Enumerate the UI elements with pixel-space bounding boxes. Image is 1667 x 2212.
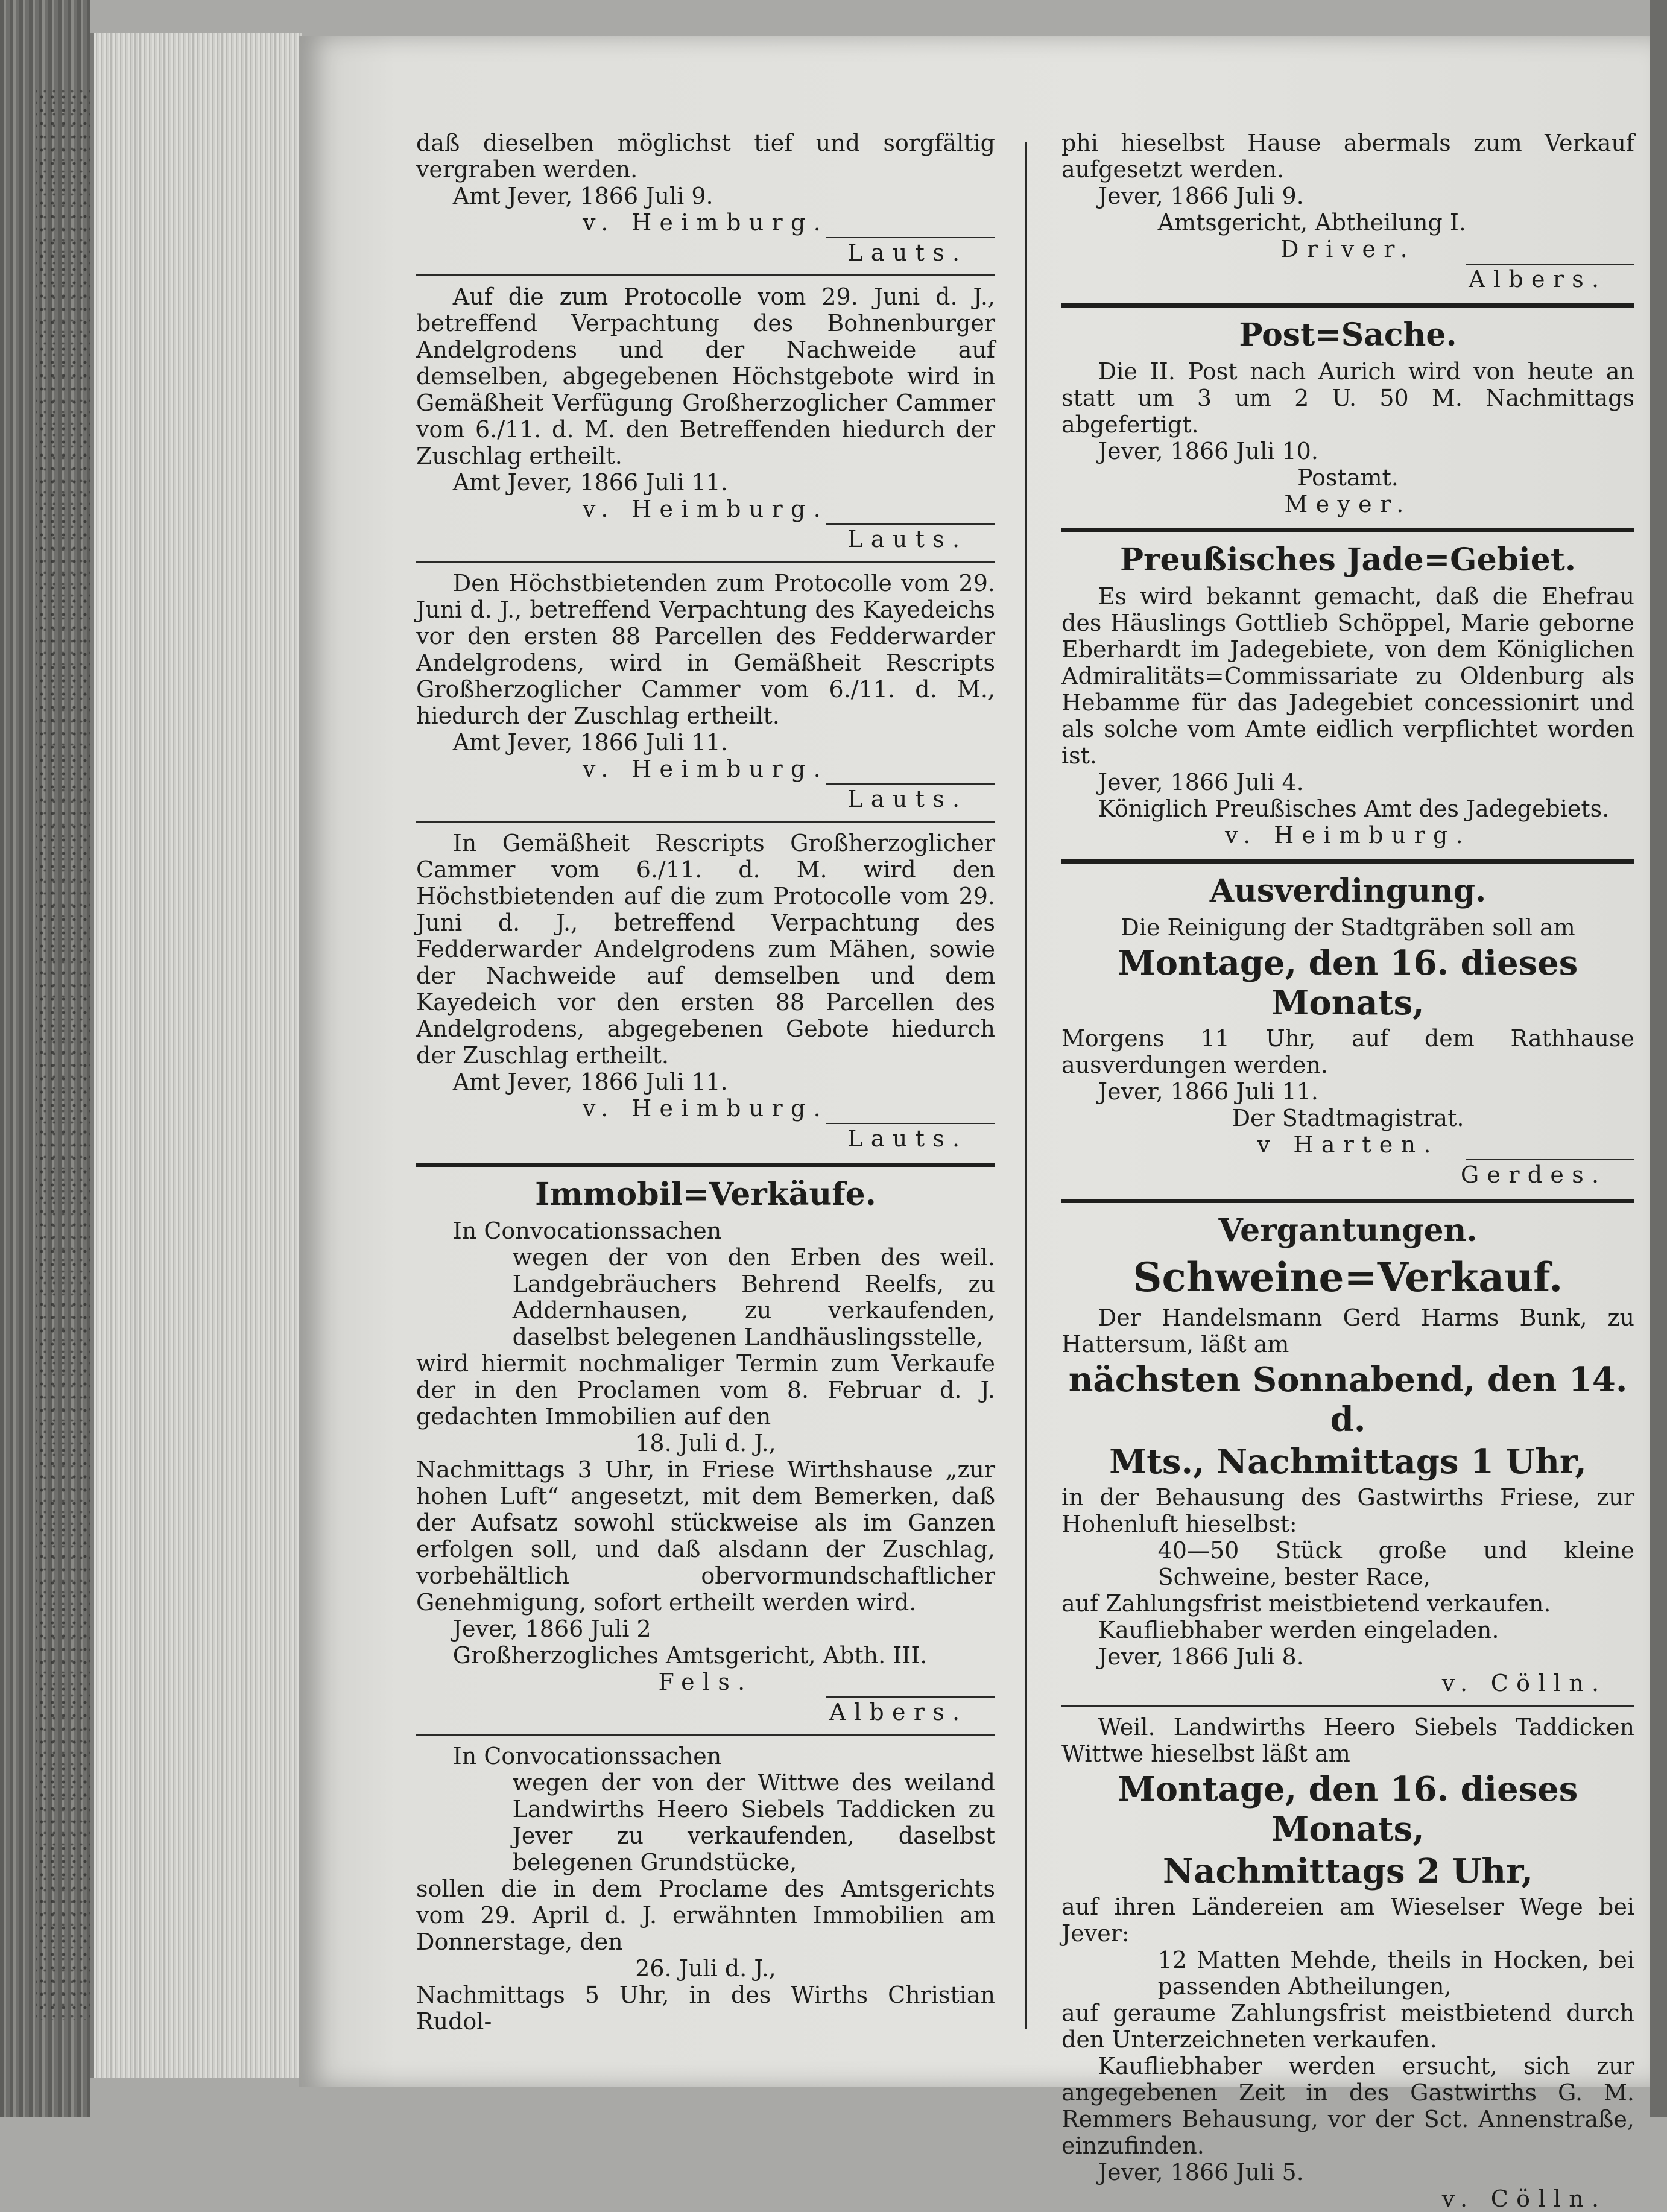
- notice-date: nächsten Sonnabend, den 14. d.: [1068, 1360, 1628, 1439]
- notice-text: sollen die in dem Proclame des Amtsgerichts vom 29. April d. J. erwähnten Immobilien am Donnerstage, den: [416, 1875, 995, 1955]
- notice-text: Die Reinigung der Stadtgräben soll am: [1121, 914, 1575, 941]
- notice-3: [416, 570, 995, 812]
- notice-place-date: Jever, 1866 Juli 10.: [1098, 438, 1318, 464]
- notice-date: Montage, den 16. dieses Monats,: [1118, 1769, 1578, 1849]
- signature: v. Heimburg.: [583, 209, 829, 236]
- signature-rule: [1466, 1159, 1634, 1160]
- notice-10: [1061, 914, 1634, 1188]
- notice-date: Mts., Nachmittags 1 Uhr,: [1109, 1442, 1587, 1482]
- notice-text: In Gemäßheit Rescripts Großherzoglicher Cammer vom 6./11. d. M. wird den Höchstbietenden auf die zum Protocolle vom 29. Juni d. J., betreffend Verpachtung des Fedderwarder Andelgrodens zum Mähen, sowie der Nachweide auf demselben und dem Kayedeich vor den ersten 88 Parcellen des Andelgrodens, abgegebenen Gebote hiedurch der Zuschlag ertheilt.: [416, 830, 995, 1069]
- section-rule: [1061, 528, 1634, 532]
- speckled-page-edge: [36, 90, 90, 2020]
- signature: v. Cölln.: [1441, 2185, 1607, 2212]
- section-heading: Immobil=Verkäufe.: [535, 1176, 876, 1213]
- notice-text: in der Behausung des Gastwirths Friese, zur Hohenluft hieselbst:: [1061, 1484, 1634, 1537]
- notice-text: In Convocationssachen: [452, 1218, 722, 1244]
- signature-rule: [826, 783, 995, 785]
- notice-2: [416, 283, 995, 552]
- notice-11: [1061, 1304, 1634, 1696]
- signature-rule: [826, 523, 995, 525]
- notice-text: Weil. Landwirths Heero Siebels Taddicken Wittwe hieselbst läßt am: [1061, 1714, 1634, 1767]
- court-name: Amtsgericht, Abtheilung I.: [1157, 209, 1466, 236]
- notice-4: [416, 830, 995, 1152]
- notice-date: 26. Juli d. J.,: [635, 1955, 776, 1982]
- notice-text: Der Handelsmann Gerd Harms Bunk, zu Hattersum, läßt am: [1061, 1304, 1634, 1357]
- office-name: Königlich Preußisches Amt des Jadegebiets.: [1098, 795, 1610, 822]
- notice-text: auf geraume Zahlungsfrist meistbietend durch den Unterzeichneten verkaufen.: [1061, 2000, 1634, 2053]
- section-heading: Vergantungen.: [1218, 1212, 1478, 1249]
- left-column: [416, 130, 995, 2035]
- section-rule: [1061, 1199, 1634, 1203]
- signature: v. Heimburg.: [583, 496, 829, 522]
- notice-text: Morgens 11 Uhr, auf dem Rathhause ausverdungen werden.: [1061, 1025, 1634, 1078]
- notice-8: [1061, 358, 1634, 517]
- signature-rule: [826, 237, 995, 238]
- separator: [416, 274, 995, 276]
- notice-text: In Convocationssachen: [452, 1743, 722, 1769]
- signature: Lauts.: [847, 786, 968, 812]
- office-name: Der Stadtmagistrat.: [1232, 1105, 1464, 1131]
- notice-place-date: Jever, 1866 Juli 8.: [1098, 1643, 1304, 1670]
- notice-text: 12 Matten Mehde, theils in Hocken, bei passenden Abtheilungen,: [1157, 1947, 1634, 2000]
- section-heading-large: Schweine=Verkauf.: [1133, 1254, 1563, 1301]
- page-edges: [90, 33, 302, 2078]
- notice-date: Montage, den 16. dieses Monats,: [1118, 943, 1578, 1023]
- notice-place-date: Amt Jever, 1866 Juli 11.: [452, 1069, 728, 1095]
- notice-text: Auf die zum Protocolle vom 29. Juni d. J., betreffend Verpachtung des Bohnenburger Andelgrodens und der Nachweide auf demselben, abgegebenen Höchstgebote wird in Gemäßheit Verfügung Großherzoglicher Cammer vom 6./11. d. M. den Betreffenden hiedurch der Zuschlag ertheilt.: [416, 283, 995, 469]
- section-rule: [1061, 859, 1634, 864]
- notice-text: wegen der von den Erben des weil. Landgebräuchers Behrend Reelfs, zu Addernhausen, zu verkaufenden, daselbst belegenen Landhäuslingsstelle,: [512, 1244, 995, 1350]
- signature: Lauts.: [847, 1125, 968, 1152]
- notice-6: [416, 1743, 995, 2035]
- separator: [416, 821, 995, 823]
- signature: Lauts.: [847, 526, 968, 552]
- notice-text: Die II. Post nach Aurich wird von heute an statt um 3 um 2 U. 50 M. Nachmittags abgefertigt.: [1061, 358, 1634, 438]
- notice-1: [416, 130, 995, 266]
- separator: [416, 1734, 995, 1736]
- column-divider: [1025, 142, 1027, 2029]
- notice-text: 40—50 Stück große und kleine Schweine, bester Race,: [1157, 1537, 1634, 1590]
- notice-place-date: Jever, 1866 Juli 5.: [1098, 2159, 1304, 2185]
- signature: Fels.: [658, 1669, 753, 1695]
- notice-text: daß dieselben möglichst tief und sorgfältig vergraben werden.: [416, 130, 995, 183]
- office-name: Postamt.: [1297, 464, 1399, 491]
- separator: [1061, 1705, 1634, 1707]
- signature: v. Heimburg.: [583, 1095, 829, 1122]
- notice-9: [1061, 583, 1634, 848]
- notice-date: 18. Juli d. J.,: [635, 1430, 776, 1456]
- signature: Lauts.: [847, 239, 968, 266]
- notice-12: [1061, 1714, 1634, 2212]
- signature: Gerdes.: [1460, 1161, 1607, 1188]
- notice-text: Den Höchstbietenden zum Protocolle vom 29. Juni d. J., betreffend Verpachtung des Kayedeichs vor den ersten 88 Parcellen des Fedderwarder Andelgrodens, wird in Gemäßheit Rescripts Großherzoglicher Cammer vom 6./11. d. M., hiedurch der Zuschlag ertheilt.: [416, 570, 995, 729]
- section-heading: Preußisches Jade=Gebiet.: [1120, 542, 1576, 578]
- signature: Meyer.: [1284, 491, 1412, 517]
- notice-place-date: Amt Jever, 1866 Juli 9.: [452, 183, 713, 209]
- notice-place-date: Jever, 1866 Juli 9.: [1098, 183, 1304, 209]
- signature: v. Heimburg.: [583, 756, 829, 782]
- signature: Albers.: [829, 1699, 968, 1725]
- notice-place-date: Jever, 1866 Juli 4.: [1098, 769, 1304, 795]
- signature: v Harten.: [1257, 1131, 1439, 1158]
- signature: Driver.: [1280, 236, 1416, 262]
- notice-place-date: Amt Jever, 1866 Juli 11.: [452, 469, 728, 496]
- notice-text: wegen der von der Wittwe des weiland Landwirths Heero Siebels Taddicken zu Jever zu verkaufenden, daselbst belegenen Grundstücke,: [512, 1769, 995, 1875]
- notice-date: Nachmittags 2 Uhr,: [1163, 1851, 1533, 1891]
- signature: v. Heimburg.: [1225, 822, 1471, 848]
- section-rule: [416, 1163, 995, 1167]
- section-heading: Post=Sache.: [1239, 317, 1457, 353]
- signature-rule: [1466, 264, 1634, 265]
- notice-place-date: Jever, 1866 Juli 2: [452, 1616, 651, 1642]
- notice-text: Kaufliebhaber werden eingeladen.: [1098, 1617, 1499, 1643]
- scan-border: [1650, 0, 1667, 2117]
- signature: Albers.: [1469, 266, 1607, 292]
- separator: [416, 561, 995, 563]
- notice-place-date: Amt Jever, 1866 Juli 11.: [452, 729, 728, 756]
- right-column: [1061, 130, 1634, 2212]
- notice-text: auf ihren Ländereien am Wieselser Wege bei Jever:: [1061, 1894, 1634, 1947]
- section-heading: Ausverdingung.: [1209, 873, 1487, 909]
- notice-text: wird hiermit nochmaliger Termin zum Verkaufe der in den Proclamen vom 8. Februar d. J. gedachten Immobilien auf den: [416, 1350, 995, 1430]
- notice-5: [416, 1218, 995, 1725]
- notice-text: Nachmittags 3 Uhr, in Friese Wirthshause „zur hohen Luft“ angesetzt, mit dem Bemerken, daß der Aufsatz sowohl stückweise als im Ganzen erfolgen soll, und daß alsdann der Zuschlag, vorbehältlich obervormundschaftlicher Genehmigung, sofort ertheilt werden wird.: [416, 1456, 995, 1616]
- section-rule: [1061, 303, 1634, 308]
- notice-place-date: Jever, 1866 Juli 11.: [1098, 1078, 1318, 1105]
- court-name: Großherzogliches Amtsgericht, Abth. III.: [452, 1642, 928, 1669]
- signature-rule: [826, 1696, 995, 1698]
- signature-rule: [826, 1123, 995, 1124]
- notice-7: [1061, 130, 1634, 292]
- notice-text: Kaufliebhaber werden ersucht, sich zur angegebenen Zeit in des Gastwirths G. M. Remmers Behausung, vor der Sct. Annenstraße, einzufinden.: [1061, 2053, 1634, 2159]
- signature: v. Cölln.: [1441, 1670, 1607, 1696]
- notice-text: Es wird bekannt gemacht, daß die Ehefrau des Häuslings Gottlieb Schöppel, Marie geborne Eberhardt im Jadegebiete, von dem Königlichen Admiralitäts=Commissariate zu Oldenburg als Hebamme für das Jadegebiet concessionirt und als solche vom Amte eidlich verpflichtet worden ist.: [1061, 583, 1634, 769]
- notice-text: Nachmittags 5 Uhr, in des Wirths Christian Rudol-: [416, 1982, 995, 2035]
- notice-text: phi hieselbst Hause abermals zum Verkauf aufgesetzt werden.: [1061, 130, 1634, 183]
- notice-text: auf Zahlungsfrist meistbietend verkaufen.: [1061, 1590, 1551, 1617]
